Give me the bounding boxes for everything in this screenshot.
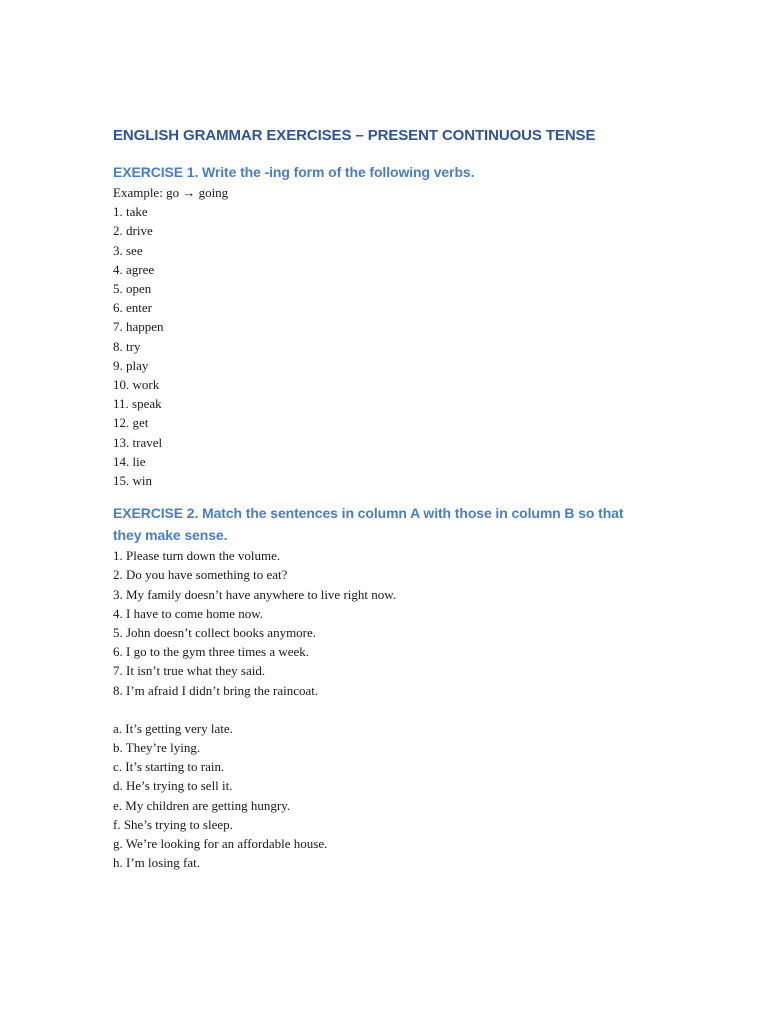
spacer <box>113 700 653 719</box>
list-item: 14. lie <box>113 453 146 469</box>
column-a-item: 7. It isn’t true what they said. <box>113 663 266 679</box>
exercise-2 <box>113 502 653 872</box>
column-a-list <box>113 546 653 700</box>
exercise-2-heading-line-2: they make sense. <box>113 527 228 544</box>
column-b-item: b. They’re lying. <box>113 740 201 756</box>
document-page <box>113 125 653 873</box>
list-item: 7. happen <box>113 319 164 335</box>
column-b-item: d. He’s trying to sell it. <box>113 778 233 794</box>
exercise-1-list <box>113 202 653 490</box>
exercise-2-heading-line-1: EXERCISE 2. Match the sentences in column A with those in column B so that <box>113 505 624 522</box>
column-a-item: 5. John doesn’t collect books anymore. <box>113 625 317 641</box>
column-a-item: 3. My family doesn’t have anywhere to live right now. <box>113 586 397 602</box>
list-item: 1. take <box>113 204 148 220</box>
exercise-2-heading <box>113 502 653 546</box>
column-a-item: 1. Please turn down the volume. <box>113 548 281 564</box>
list-item: 13. travel <box>113 434 163 450</box>
list-item: 12. get <box>113 415 149 431</box>
list-item: 5. open <box>113 281 152 297</box>
list-item: 10. work <box>113 377 160 393</box>
column-a-item: 4. I have to come home now. <box>113 605 264 621</box>
list-item: 3. see <box>113 242 143 258</box>
page-title: ENGLISH GRAMMAR EXERCISES – PRESENT CONTINUOUS TENSE <box>113 127 596 144</box>
list-item: 6. enter <box>113 300 152 316</box>
column-a-item: 2. Do you have something to eat? <box>113 567 288 583</box>
list-item: 15. win <box>113 473 152 489</box>
list-item: 2. drive <box>113 223 153 239</box>
column-b-list <box>113 719 653 873</box>
column-a-item: 6. I go to the gym three times a week. <box>113 644 310 660</box>
exercise-1-example: Example: go → going <box>113 185 229 200</box>
list-item: 8. try <box>113 338 141 354</box>
column-b-item: e. My children are getting hungry. <box>113 797 291 813</box>
column-a-item: 8. I’m afraid I didn’t bring the raincoat. <box>113 682 319 698</box>
column-b-item: h. I’m losing fat. <box>113 855 201 871</box>
column-b-item: a. It’s getting very late. <box>113 720 233 736</box>
exercise-1 <box>113 161 653 490</box>
column-b-item: f. She’s trying to sleep. <box>113 816 233 832</box>
list-item: 9. play <box>113 357 149 373</box>
column-b-item: g. We’re looking for an affordable house. <box>113 836 328 852</box>
exercise-1-heading: EXERCISE 1. Write the -ing form of the following verbs. <box>113 164 475 180</box>
list-item: 11. speak <box>113 396 162 412</box>
list-item: 4. agree <box>113 261 155 277</box>
column-b-item: c. It’s starting to rain. <box>113 759 225 775</box>
